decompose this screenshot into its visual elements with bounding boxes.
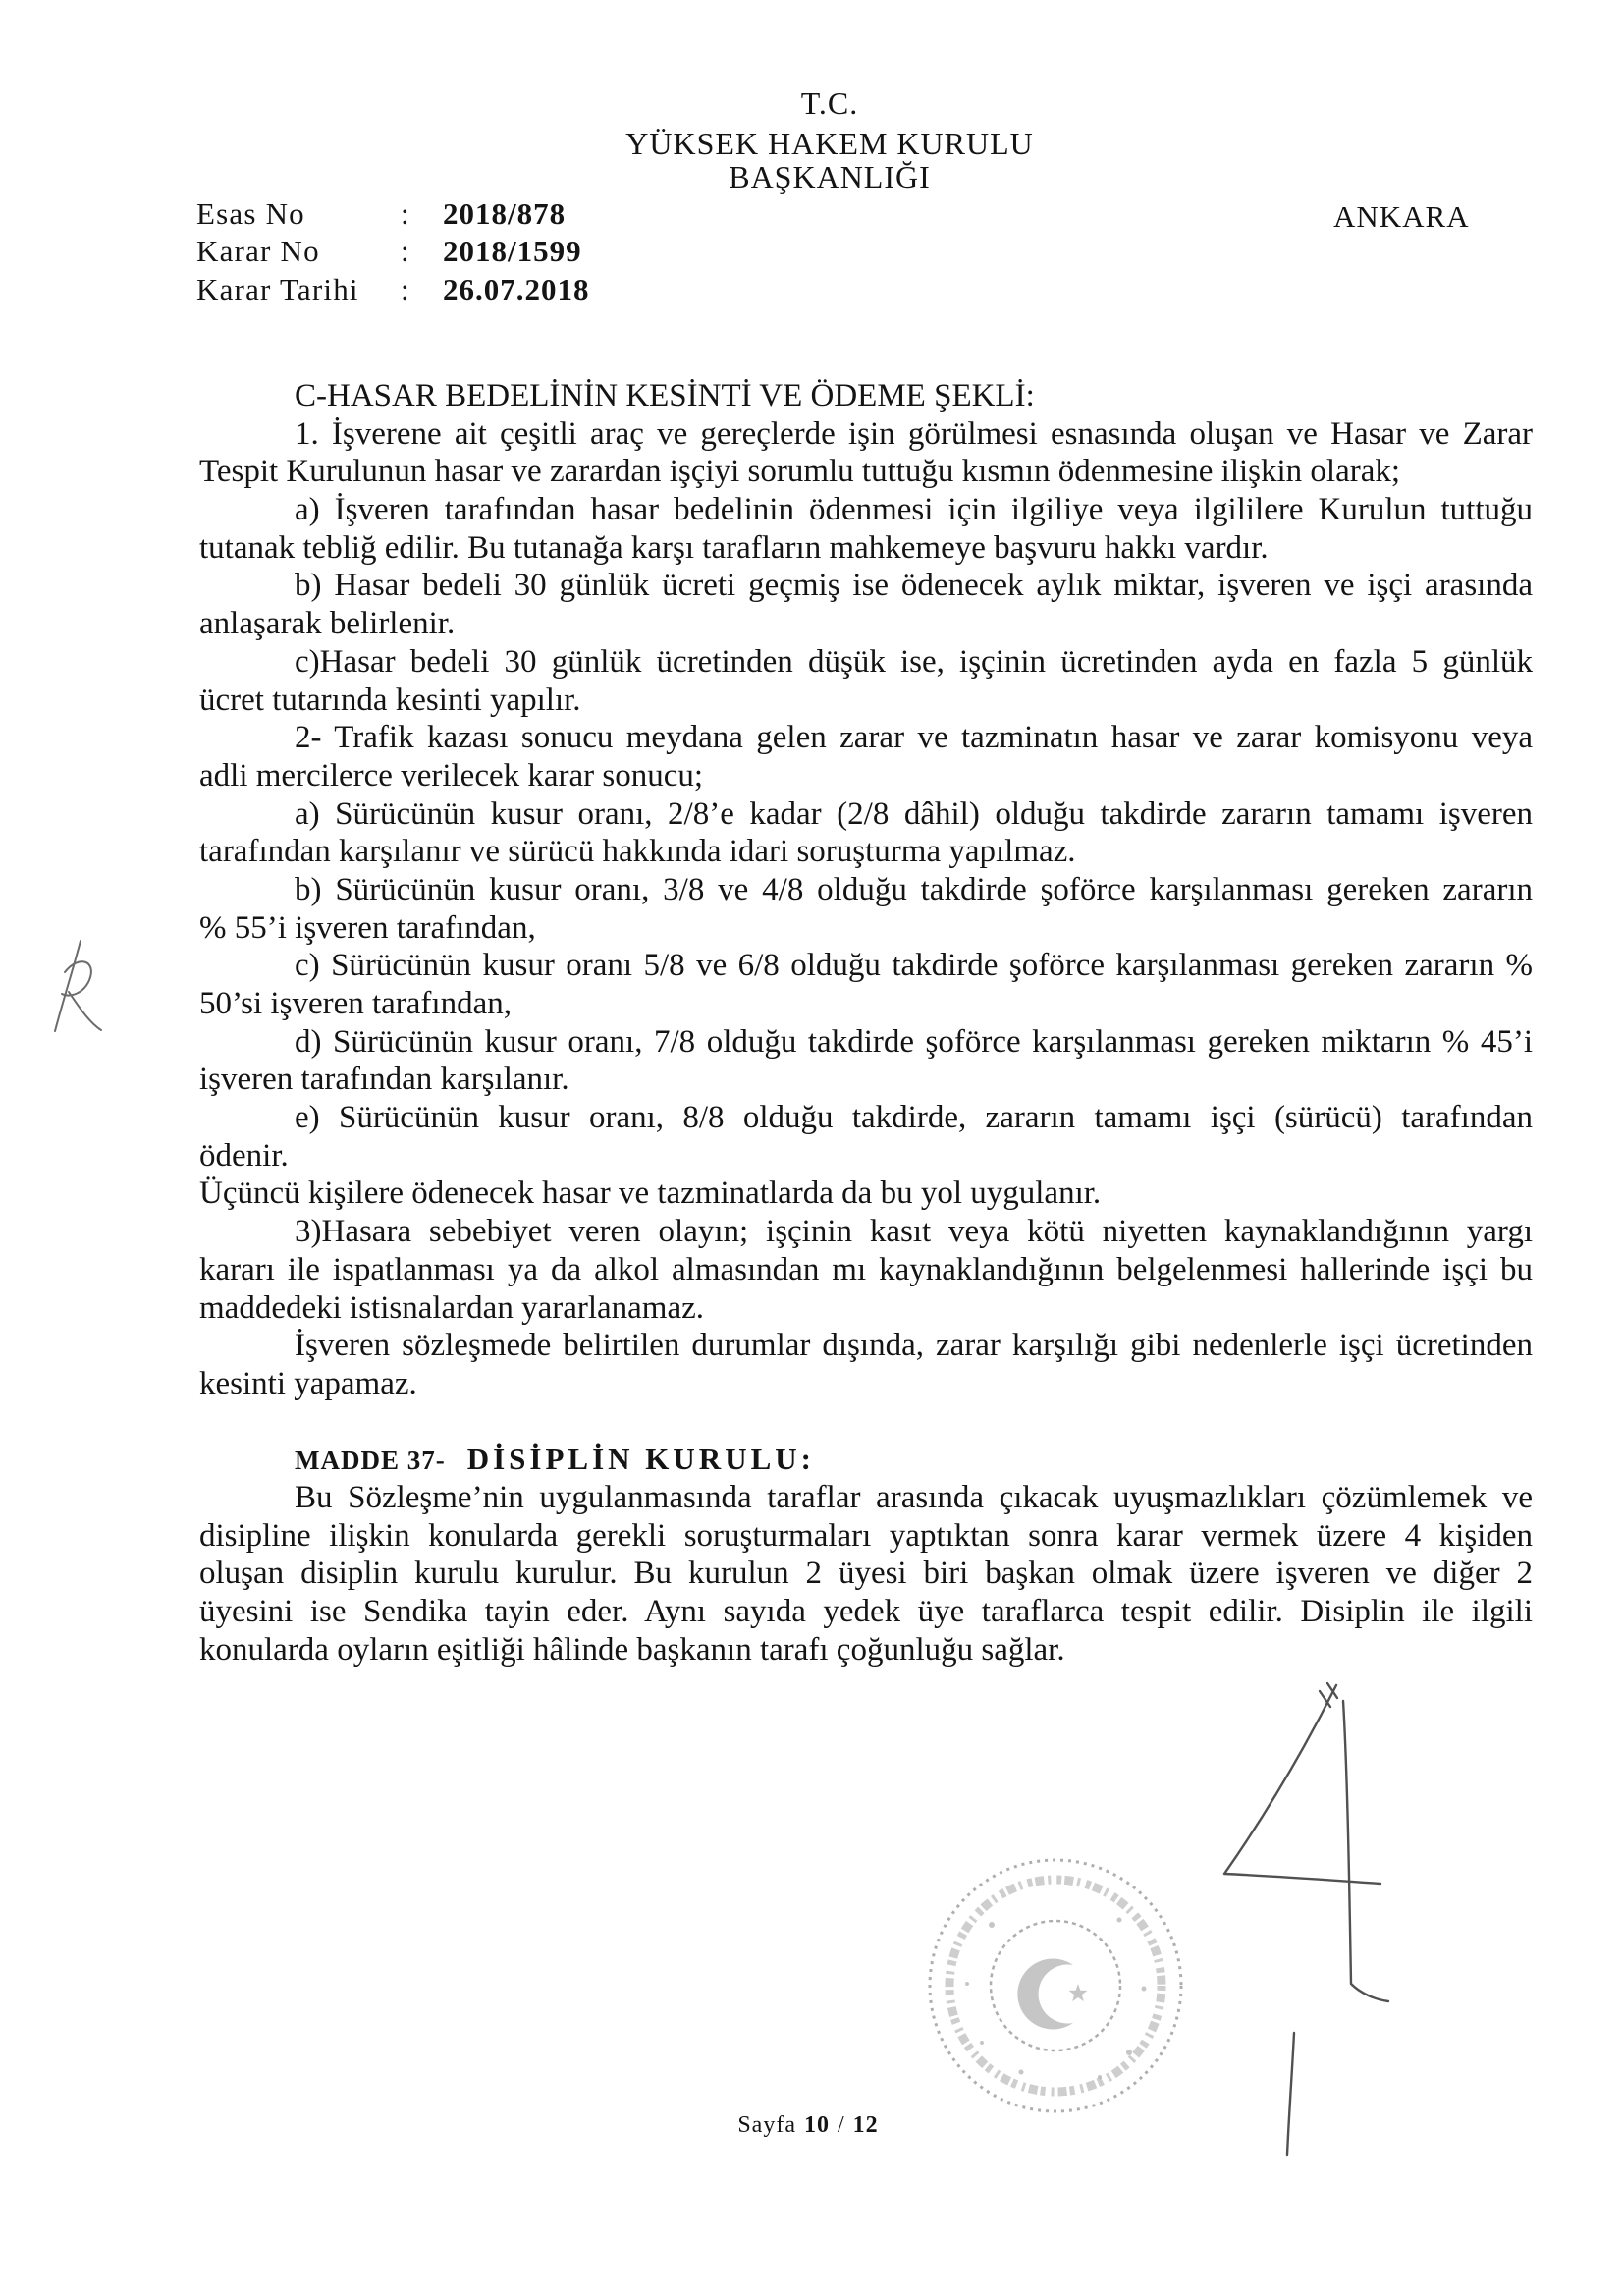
paragraph-disciplinary-board [199, 1479, 1533, 1668]
decision-date-label: Karar Tarihi [196, 272, 359, 306]
paragraph-item-a [199, 491, 1533, 567]
paragraph-line: 3)Hasara sebebiyet veren olayın; işçinin kasıt veya kötü niyetten kaynaklandığının yargı [295, 1214, 1533, 1250]
signature-lower-stroke [1287, 2033, 1294, 2155]
page-separator: / [837, 2112, 845, 2138]
article-heading [199, 1441, 1533, 1479]
paragraph-item-b [199, 567, 1533, 642]
paragraph-line: a) İşveren tarafından hasar bedelinin ödenmesi için ilgiliye veya ilgililere Kurulun tuttuğu [295, 492, 1533, 528]
paragraph-line: İşveren sözleşmede belirtilen durumlar dışında, zarar karşılığı gibi nedenlerle işçi ücretinden [295, 1328, 1533, 1364]
case-number-row [196, 195, 628, 233]
paragraph-line: adli mercilerce verilecek karar sonucu; [199, 757, 704, 793]
initial-tail [69, 992, 101, 1030]
stamp-speckles [965, 1918, 1147, 2080]
paragraph-line: üyesini ise Sendika tayin eder. Aynı sayıda yedek üye taraflarca tespit edilir. Disiplin ile ilgili [199, 1594, 1533, 1629]
signature-diagonal-stroke [1224, 1685, 1380, 1884]
decision-number-row [196, 233, 628, 270]
paragraph-line: maddedeki istisnalardan yararlanamaz. [199, 1289, 705, 1326]
paragraph-line: oluşan disiplin kurulu kurulur. Bu kurulun 2 üyesi biri başkan olmak üzere işveren ve diğer 2 [199, 1556, 1533, 1592]
paragraph-line: ödenir. [199, 1137, 289, 1174]
paragraph-third-parties [199, 1175, 1533, 1213]
page-total: 12 [852, 2112, 879, 2138]
handwritten-signature [1224, 1683, 1388, 2155]
decision-number-label: Karar No [196, 234, 320, 268]
decision-date-row [196, 271, 628, 308]
signature-vertical-stroke [1343, 1701, 1388, 2001]
paragraph-line: konularda oyların eşitliği hâlinde başkanın tarafı çoğunluğu sağlar. [199, 1631, 1065, 1667]
paragraph-line: % 55’i işveren tarafından, [199, 909, 536, 946]
paragraph-line: 50’si işveren tarafından, [199, 986, 512, 1021]
header-institution: YÜKSEK HAKEM KURULU [625, 126, 1034, 161]
paragraph-no-deduction [199, 1327, 1533, 1402]
case-number-value: 2018/878 [443, 196, 567, 231]
paragraph-line: Tespit Kurulunun hasar ve zarardan işçiyi sorumlu tuttuğu kısmın ödenmesine ilişkin olarak; [199, 454, 1401, 490]
section-title: C-HASAR BEDELİNİN KESİNTİ VE ÖDEME ŞEKLİ: [295, 378, 1035, 413]
blank-line [199, 1403, 1533, 1442]
paragraph-fault-c [199, 947, 1533, 1022]
initial-stroke [55, 941, 81, 1031]
paragraph-line: Üçüncü kişilere ödenecek hasar ve tazminatlarda da bu yol uygulanır. [199, 1175, 1102, 1212]
paragraph-fault-e [199, 1099, 1533, 1175]
paragraph-fault-a [199, 795, 1533, 871]
paragraph-line: e) Sürücünün kusur oranı, 8/8 olduğu takdirde, zararın tamamı işçi (sürücü) tarafından [295, 1100, 1533, 1136]
paragraph-damage-payment [199, 415, 1533, 491]
article-number: MADDE 37- [295, 1446, 446, 1476]
decision-number-value: 2018/1599 [443, 234, 582, 268]
paragraph-line: kesinti yapamaz. [199, 1365, 417, 1401]
case-number-colon: : [401, 196, 409, 231]
paragraph-fault-d [199, 1023, 1533, 1099]
header-city: ANKARA [1333, 199, 1470, 234]
paragraph-fault-b [199, 871, 1533, 947]
paragraph-line: c)Hasar bedeli 30 günlük ücretinden düşük ise, işçinin ücretinden ayda en fazla 5 günlük [295, 643, 1533, 680]
paragraph-line: disipline ilişkin konularda gerekli soruşturmaları yaptıktan sonra karar vermek üzere 4 kişiden [199, 1517, 1533, 1554]
decision-date-value: 26.07.2018 [443, 272, 590, 306]
paragraph-line: b) Hasar bedeli 30 günlük ücreti geçmiş ise ödenecek aylık miktar, işveren ve işçi arasında [295, 568, 1533, 604]
paragraph-line: b) Sürücünün kusur oranı, 3/8 ve 4/8 olduğu takdirde şoförce karşılanması gereken zararın [295, 871, 1533, 907]
paragraph-line: anlaşarak belirlenir. [199, 606, 456, 642]
page-number [612, 2111, 1004, 2139]
page-label: Sayfa [737, 2112, 796, 2138]
paragraph-line: Bu Sözleşme’nin uygulanmasında taraflar arasında çıkacak uyuşmazlıkları çözümlemek ve [295, 1479, 1533, 1515]
paragraph-line: ücret tutarında kesinti yapılır. [199, 682, 581, 718]
margin-initial [55, 941, 101, 1031]
paragraph-intent-exception [199, 1213, 1533, 1327]
paragraph-traffic-accident [199, 719, 1533, 794]
paragraph-line: 1. İşverene ait çeşitli araç ve gereçlerde işin görülmesi esnasında oluşan ve Hasar ve Zarar [295, 415, 1533, 452]
paragraph-line: a) Sürücünün kusur oranı, 2/8’e kadar (2/8 dâhil) olduğu takdirde zararın tamamı işveren [295, 795, 1533, 832]
stamp-inner-ring [991, 1921, 1120, 2050]
official-stamp [930, 1860, 1181, 2111]
signature-tick [1320, 1683, 1337, 1707]
decision-number-colon: : [401, 234, 409, 268]
paragraph-line: tutanak tebliğ edilir. Bu tutanağa karşı tarafların mahkemeye başvuru hakkı vardır. [199, 529, 1269, 566]
page-current: 10 [803, 2112, 830, 2138]
case-number-label: Esas No [196, 196, 305, 231]
stamp-star [1069, 1984, 1088, 2001]
stamp-text-band [949, 1880, 1162, 2092]
paragraph-line: c) Sürücünün kusur oranı 5/8 ve 6/8 olduğu takdirde şoförce karşılanması gereken zararın % [295, 948, 1533, 984]
initial-loop [62, 961, 91, 995]
stamp-outer-ring [930, 1860, 1181, 2111]
header-office: BAŞKANLIĞI [729, 159, 931, 194]
stamp-crescent [1017, 1959, 1073, 2030]
paragraph-line: işveren tarafından karşılanır. [199, 1062, 569, 1098]
paragraph-line: d) Sürücünün kusur oranı, 7/8 olduğu takdirde şoförce karşılanması gereken miktarın % 45’i [295, 1023, 1533, 1060]
paragraph-line: tarafından karşılanır ve sürücü hakkında idari soruşturma yapılmaz. [199, 834, 1076, 870]
decision-date-colon: : [401, 272, 409, 306]
header-country: T.C. [800, 85, 859, 121]
article-title: DİSİPLİN KURULU: [466, 1442, 815, 1477]
paragraph-line: 2- Trafik kazası sonucu meydana gelen zarar ve tazminatın hasar ve zarar komisyonu veya [295, 720, 1533, 756]
document-body [199, 377, 1533, 1668]
paragraph-item-c [199, 643, 1533, 719]
paragraph-line: kararı ile ispatlanması ya da alkol almasından mı kaynaklandığının belgelenmesi hallerinde işçi bu [199, 1251, 1533, 1287]
